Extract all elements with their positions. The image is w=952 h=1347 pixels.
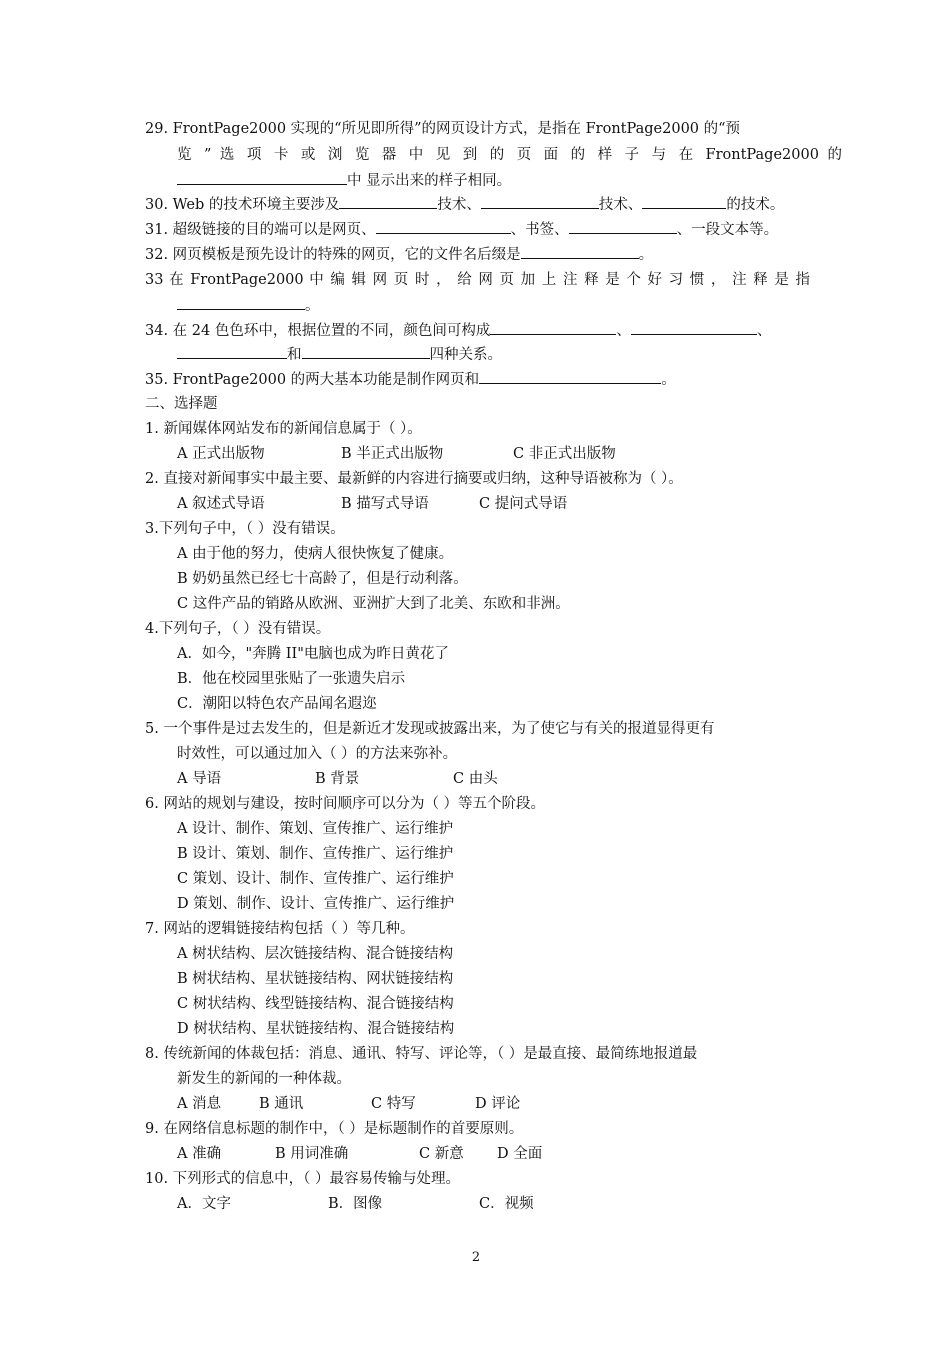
q29-line1: 29. FrontPage2000 实现的“所见即所得”的网页设计方式，是指在 FrontPage2000 的“预 [145,121,741,137]
answer-blank [642,194,726,209]
q29-line2: 览 ” 选 项 卡 或 浏 览 器 中 见 到 的 页 面 的 样 子 与 在 FrontPage2000 的 [177,147,842,163]
answer-blank [177,170,347,185]
answer-blank [177,344,287,359]
mc3-option-b: B 奶奶虽然已经七十高龄了，但是行动利落。 [177,571,468,587]
q35-line: 35. FrontPage2000 的两大基本功能是制作网页和 。 [145,369,676,390]
mc7-option-b: B 树状结构、星状链接结构、网状链接结构 [177,971,454,987]
mc9-stem: 9. 在网络信息标题的制作中，（ ）是标题制作的首要原则。 [145,1121,524,1137]
mc8-stem: 8. 传统新闻的体裁包括：消息、通讯、特写、评论等，（ ）是最直接、最简练地报道最 [145,1046,698,1062]
answer-blank [481,194,599,209]
mc6-stem: 6. 网站的规划与建设，按时间顺序可以分为（ ）等五个阶段。 [145,796,546,812]
q34-line2: 和 四种关系。 [177,344,502,365]
mc10-options: A．文字 B．图像 C．视频 [177,1196,534,1212]
mc3-option-c: C 这件产品的销路从欧洲、亚洲扩大到了北美、东欧和非洲。 [177,596,570,612]
answer-blank [302,344,430,359]
mc3-stem: 3.下列句子中，（ ）没有错误。 [145,521,345,537]
answer-blank [569,219,677,234]
mc5-stem-cont: 时效性，可以通过加入（ ）的方法来弥补。 [177,746,458,762]
mc7-option-a: A 树状结构、层次链接结构、混合链接结构 [177,946,454,962]
section-title: 二、选择题 [145,396,218,412]
mc1-options: A 正式出版物 B 半正式出版物 C 非正式出版物 [177,446,616,462]
q34-line1: 34. 在 24 色色环中，根据位置的不同，颜色间可构成 、 、 [145,320,771,341]
page-number: 2 [471,1250,481,1265]
q29-line3: 中 显示出来的样子相同。 [177,170,511,191]
mc2-stem: 2. 直接对新闻事实中最主要、最新鲜的内容进行摘要或归纳，这种导语被称为（ ）。 [145,471,683,487]
mc6-option-c: C 策划、设计、制作、宣传推广、运行维护 [177,871,454,887]
mc3-option-a: A 由于他的努力，使病人很快恢复了健康。 [177,546,454,562]
mc6-option-b: B 设计、策划、制作、宣传推广、运行维护 [177,846,454,862]
q33-line2: 。 [177,295,320,316]
mc6-option-a: A 设计、制作、策划、宣传推广、运行维护 [177,821,454,837]
answer-blank [177,295,305,310]
answer-blank [339,194,437,209]
mc4-option-b: B．他在校园里张贴了一张遗失启示 [177,671,406,687]
answer-blank [521,244,639,259]
q30-line: 30. Web 的技术环境主要涉及 技术、 技术、 的技术。 [145,194,784,215]
mc8-stem-cont: 新发生的新闻的一种体裁。 [177,1071,351,1087]
mc7-option-d: D 树状结构、星状链接结构、混合链接结构 [177,1021,455,1037]
mc10-stem: 10. 下列形式的信息中，（ ）最容易传输与处理。 [145,1171,461,1187]
mc1-stem: 1. 新闻媒体网站发布的新闻信息属于（ ）。 [145,421,422,437]
mc5-stem: 5. 一个事件是过去发生的，但是新近才发现或披露出来，为了使它与有关的报道显得更有 [145,721,715,737]
mc4-option-a: A．如今，"奔腾 II"电脑也成为昨日黄花了 [177,646,449,662]
answer-blank [479,369,661,384]
mc8-options: A 消息 B 通讯 C 特写 D 评论 [177,1096,521,1112]
mc9-options: A 准确 B 用词准确 C 新意 D 全面 [177,1146,543,1162]
answer-blank [490,320,616,335]
mc4-stem: 4.下列句子，（ ）没有错误。 [145,621,331,637]
q31-line: 31. 超级链接的目的端可以是网页、 、书签、 、一段文本等。 [145,219,778,240]
mc6-option-d: D 策划、制作、设计、宣传推广、运行维护 [177,896,455,912]
q33-line1: 33 在 FrontPage2000 中 编 辑 网 页 时 ， 给 网 页 加 上 注 释 是 个 好 习 惯 ， 注 释 是 指 [145,272,810,288]
answer-blank [376,219,511,234]
mc7-stem: 7. 网站的逻辑链接结构包括（ ）等几种。 [145,921,415,937]
mc2-options: A 叙述式导语 B 描写式导语 C 提问式导语 [177,496,568,512]
mc7-option-c: C 树状结构、线型链接结构、混合链接结构 [177,996,454,1012]
mc4-option-c: C．潮阳以特色农产品闻名遐迩 [177,696,377,712]
answer-blank [631,320,757,335]
mc5-options: A 导语 B 背景 C 由头 [177,771,498,787]
q32-line: 32. 网页模板是预先设计的特殊的网页，它的文件名后缀是 。 [145,244,653,265]
